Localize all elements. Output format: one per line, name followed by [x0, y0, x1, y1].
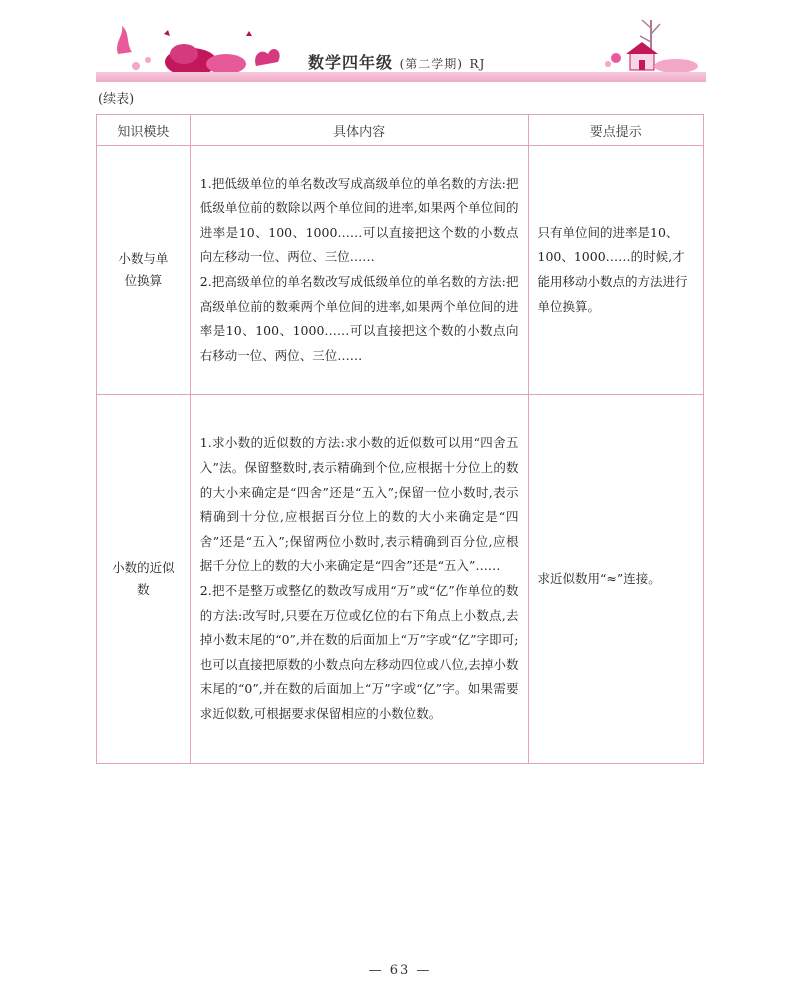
table-header-row [97, 115, 704, 146]
content-point: 2.把高级单位的单名数改写成低级单位的单名数的方法:把高级单位前的数乘两个单位间的进率,如果两个单位间的进率是10、100、1000……可以直接把这个数的小数点向右移动一位、两位、三位…… [199, 274, 519, 363]
module-name: 小数的近似数 [112, 560, 175, 597]
content-point: 1.把低级单位的单名数改写成高级单位的单名数的方法:把低级单位前的数除以两个单位间的进率,如果两个单位间的进率是10、100、1000……可以直接把这个数的小数点向左移动一位、两位、三位…… [199, 175, 519, 265]
knowledge-table [96, 114, 704, 764]
tip-cell: 只有单位间的进率是10、100、1000……的时候,才能用移动小数点的方法进行单位换算。 [528, 146, 704, 395]
page-number: — 63 — [368, 963, 432, 978]
continued-table-label: (续表) [98, 92, 135, 107]
module-cell [97, 395, 191, 764]
module-name: 小数与单位换算 [118, 251, 169, 288]
table-row [97, 146, 704, 395]
column-header-tips: 要点提示 [528, 115, 704, 146]
title-edition: RJ [469, 57, 486, 71]
tip-cell: 求近似数用“≈”连接。 [528, 395, 704, 764]
content-point: 2.把不是整万或整亿的数改写成用“万”或“亿”作单位的数的方法:改写时,只要在万位或亿位的右下角点上小数点,去掉小数末尾的“0”,并在数的后面加上“万”字或“亿”字即可;也可以直接把原数的小数点向左移动四位或八位,去掉小数末尾的“0”,并在数的后面加上“万”字或“亿”字。如果需要求近似数,可根据要求保留相应的小数位数。 [199, 583, 519, 721]
content-cell [190, 395, 528, 764]
header-band [96, 72, 706, 82]
module-cell [97, 146, 191, 395]
title-sub: (第二学期) [399, 57, 463, 71]
table-row [97, 395, 704, 764]
page-header [96, 14, 706, 86]
content-cell [190, 146, 528, 395]
column-header-content: 具体内容 [190, 115, 528, 146]
right-decoration-icon [596, 14, 706, 74]
book-title [308, 50, 485, 73]
left-decoration-icon [96, 14, 286, 74]
title-main: 数学四年级 [308, 53, 394, 72]
content-point: 1.求小数的近似数的方法:求小数的近似数可以用“四舍五入”法。保留整数时,表示精确到个位,应根据十分位上的数的大小来确定是“四舍”还是“五入”;保留一位小数时,表示精确到十分位,应根据百分位上的数的大小来确定是“四舍”还是“五入”;保留两位小数时,表示精确到百分位,应根据千分位上的数的大小来确定是“四舍”还是“五入”…… [199, 435, 519, 574]
column-header-module: 知识模块 [97, 115, 191, 146]
